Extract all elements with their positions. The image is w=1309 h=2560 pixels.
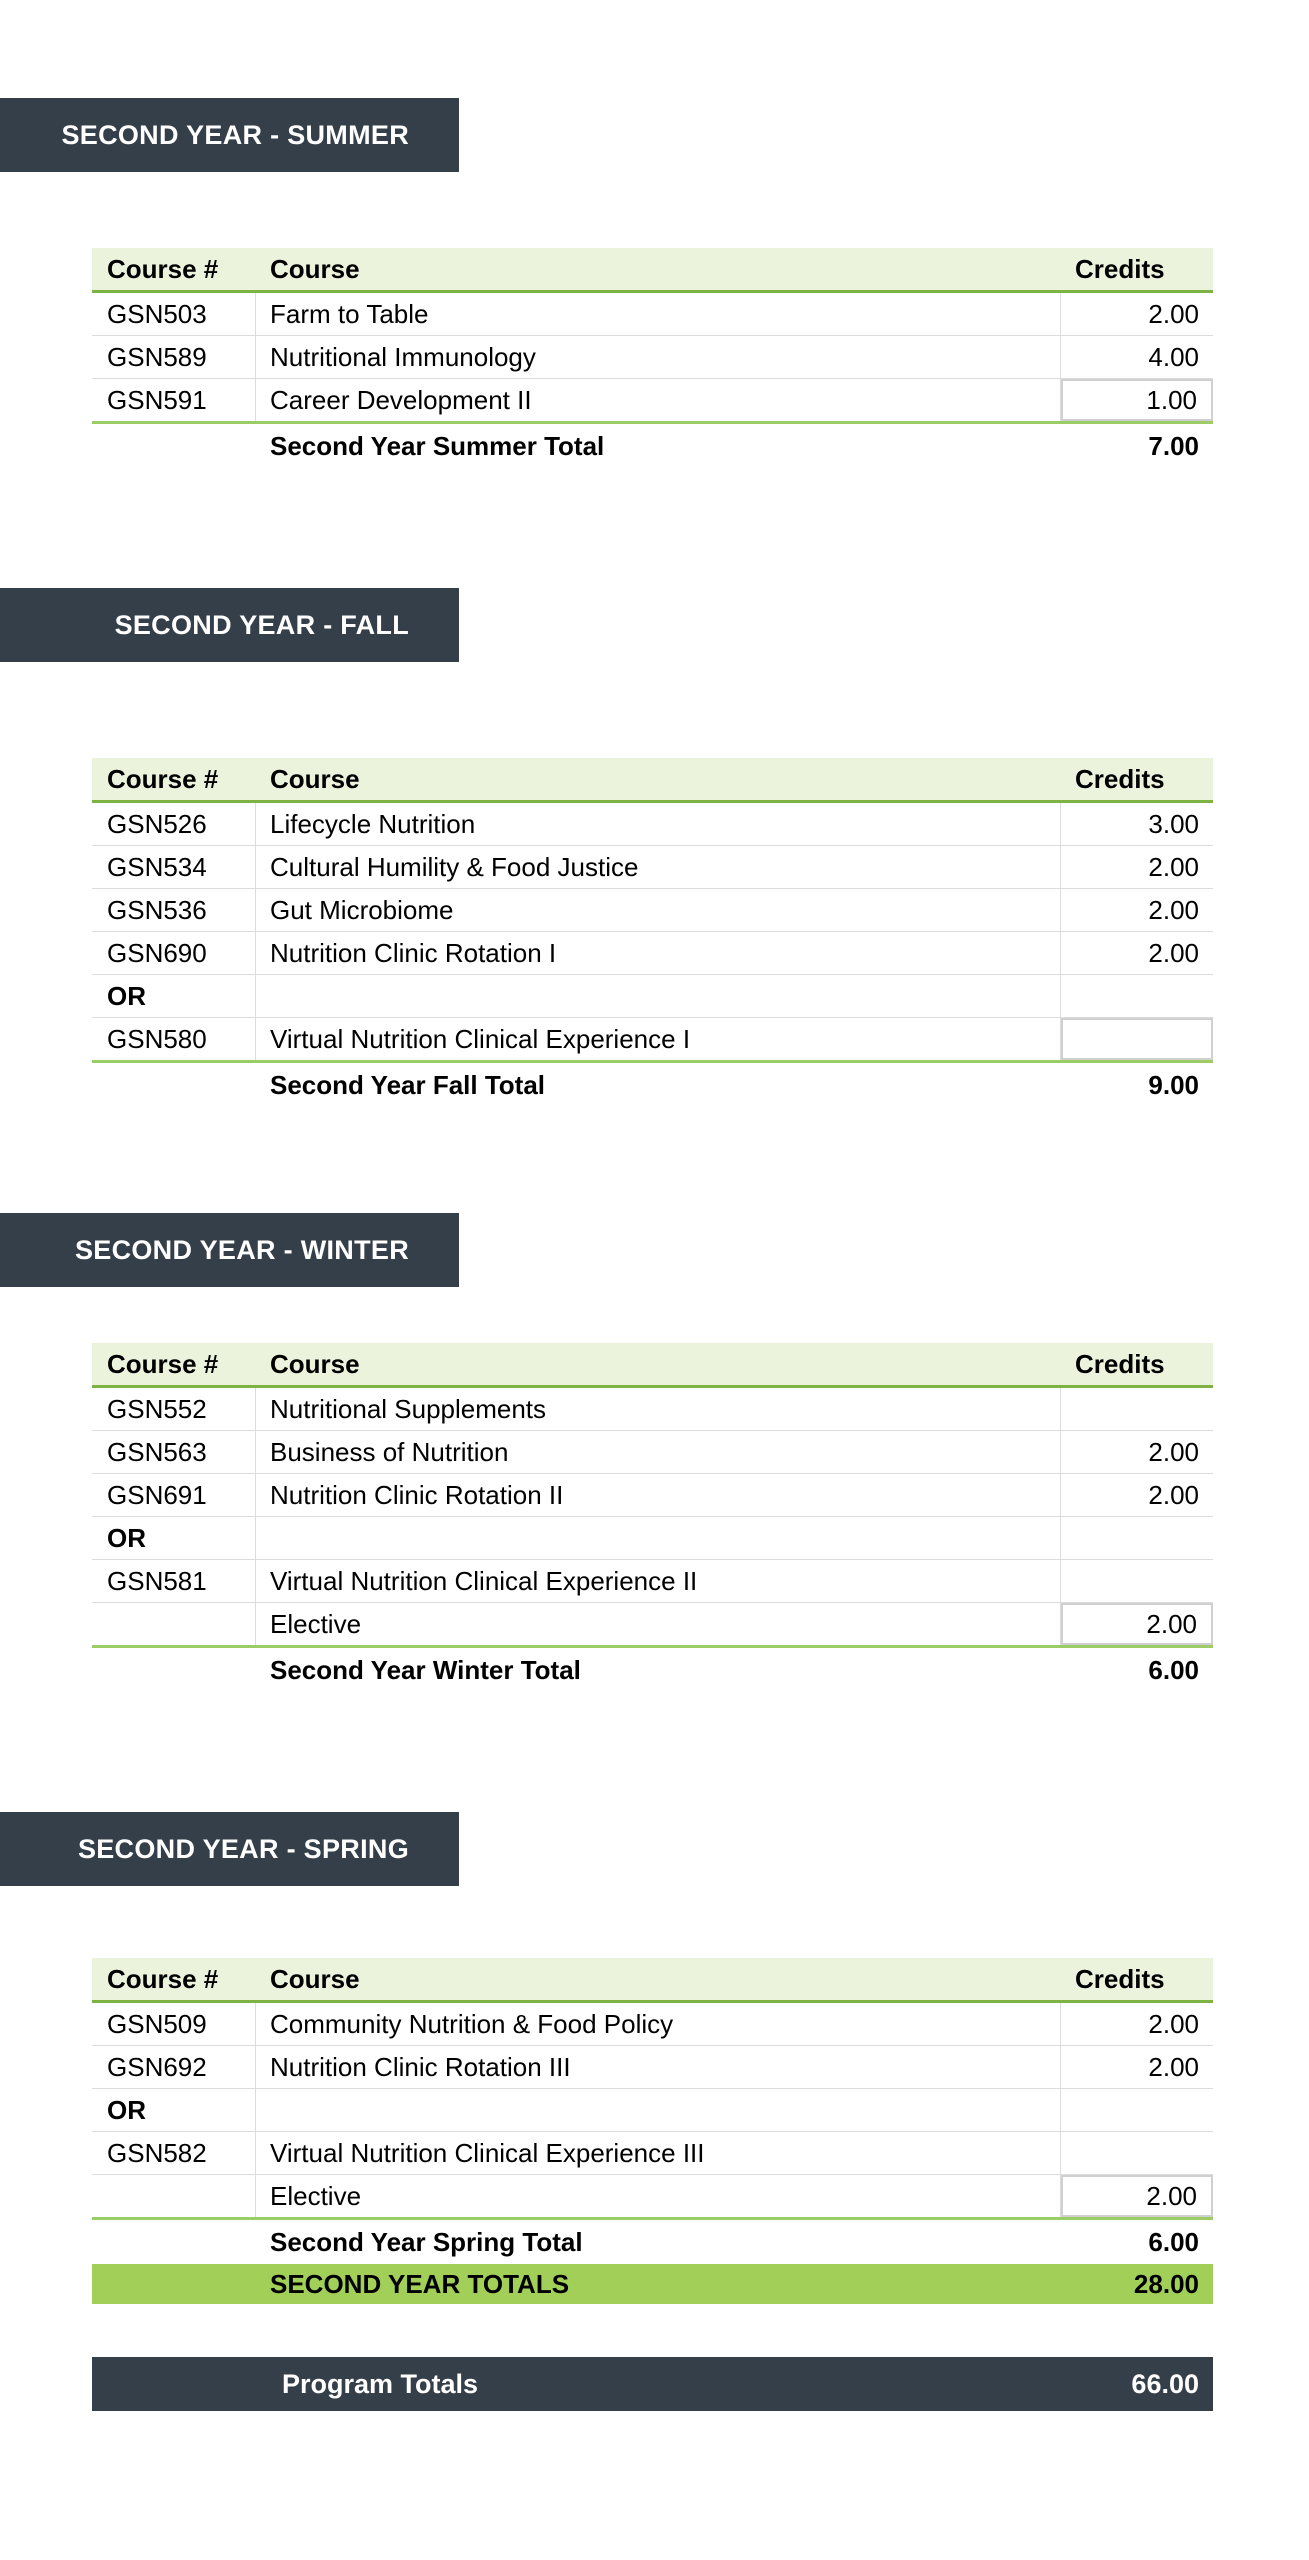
course-name: [256, 1517, 1061, 1559]
course-credits: 2.00: [1148, 851, 1199, 882]
course-credits: 2.00: [1148, 2051, 1199, 2082]
grand-total-label: SECOND YEAR TOTALS: [270, 2268, 570, 2299]
header-credits: Credits: [1075, 253, 1165, 284]
banner-spring: SECOND YEAR - SPRING: [0, 1812, 459, 1886]
course-name: Nutritional Immunology: [256, 336, 1061, 378]
course-name: Virtual Nutrition Clinical Experience II: [256, 1560, 1061, 1602]
header-course: Course: [270, 1963, 360, 1994]
course-credits: 3.00: [1148, 808, 1199, 839]
course-num: GSN692: [92, 2046, 256, 2088]
total-label: Second Year Summer Total: [270, 430, 605, 461]
course-num: GSN503: [92, 293, 256, 335]
banner-fall: SECOND YEAR - FALL: [0, 588, 459, 662]
table-row: [92, 975, 1213, 1018]
course-num: GSN591: [92, 379, 256, 421]
table-row: [92, 1431, 1213, 1474]
table-row: [92, 803, 1213, 846]
header-credits: Credits: [1075, 1348, 1165, 1379]
course-num: GSN589: [92, 336, 256, 378]
total-value: 6.00: [1148, 2226, 1199, 2257]
course-num: GSN526: [92, 803, 256, 845]
course-name: Elective: [256, 2175, 1061, 2217]
table-row: [92, 846, 1213, 889]
course-num: GSN536: [92, 889, 256, 931]
table-row: [92, 1603, 1213, 1648]
second-year-totals-row: [92, 2264, 1213, 2304]
course-name: Farm to Table: [256, 293, 1061, 335]
header-course-num: Course #: [107, 253, 219, 284]
course-num: GSN580: [92, 1018, 256, 1060]
header-course-num: Course #: [107, 1963, 219, 1994]
course-name: Virtual Nutrition Clinical Experience III: [256, 2132, 1061, 2174]
table-summer: [92, 248, 1213, 468]
table-row: [92, 336, 1213, 379]
course-credits: [1061, 2132, 1213, 2174]
course-num: [92, 1603, 256, 1645]
course-credits: [1061, 2089, 1213, 2131]
course-num: GSN581: [92, 1560, 256, 1602]
course-credits: [1061, 1560, 1213, 1602]
total-label: Second Year Fall Total: [270, 1069, 546, 1100]
table-header: [92, 1958, 1213, 2003]
course-credits: 1.00: [1061, 379, 1213, 421]
grand-total-value: 28.00: [1133, 2268, 1199, 2299]
total-row: [92, 1648, 1213, 1692]
course-name: Business of Nutrition: [256, 1431, 1061, 1473]
course-credits: 2.00: [1148, 937, 1199, 968]
course-num: GSN690: [92, 932, 256, 974]
header-course: Course: [270, 253, 360, 284]
total-label: Second Year Winter Total: [270, 1654, 581, 1685]
course-credits: 2.00: [1148, 894, 1199, 925]
table-row: [92, 889, 1213, 932]
course-name: [256, 975, 1061, 1017]
course-name: Virtual Nutrition Clinical Experience I: [256, 1018, 1061, 1060]
course-credits: 2.00: [1148, 2008, 1199, 2039]
course-name: Gut Microbiome: [256, 889, 1061, 931]
table-row: [92, 932, 1213, 975]
course-num: GSN691: [92, 1474, 256, 1516]
course-credits: [1061, 1517, 1213, 1559]
table-row: [92, 1474, 1213, 1517]
course-name: Nutrition Clinic Rotation I: [256, 932, 1061, 974]
table-row: [92, 2003, 1213, 2046]
total-spacer: [92, 424, 256, 468]
total-spacer: [92, 1063, 256, 1107]
course-name: Nutrition Clinic Rotation III: [256, 2046, 1061, 2088]
total-spacer: [92, 1648, 256, 1692]
table-row: [92, 1560, 1213, 1603]
total-label: Second Year Spring Total: [270, 2226, 583, 2257]
course-num: GSN563: [92, 1431, 256, 1473]
banner-winter: SECOND YEAR - WINTER: [0, 1213, 459, 1287]
table-row: [92, 1018, 1213, 1063]
program-totals-bar: [92, 2357, 1213, 2411]
course-num: [92, 2175, 256, 2217]
course-num: GSN509: [92, 2003, 256, 2045]
course-credits: 2.00: [1148, 298, 1199, 329]
total-value: 7.00: [1148, 430, 1199, 461]
course-credits: [1061, 975, 1213, 1017]
course-num: GSN534: [92, 846, 256, 888]
or-label: OR: [92, 975, 256, 1017]
table-header: [92, 1343, 1213, 1388]
table-row: [92, 1517, 1213, 1560]
course-name: Lifecycle Nutrition: [256, 803, 1061, 845]
course-name: Nutritional Supplements: [256, 1388, 1061, 1430]
course-name: [256, 2089, 1061, 2131]
program-totals-value: 66.00: [1131, 2368, 1199, 2399]
or-label: OR: [92, 2089, 256, 2131]
grand-spacer: [92, 2264, 256, 2304]
course-name: Elective: [256, 1603, 1061, 1645]
course-credits: [1061, 1018, 1213, 1060]
table-row: [92, 293, 1213, 336]
course-name: Community Nutrition & Food Policy: [256, 2003, 1061, 2045]
total-value: 6.00: [1148, 1654, 1199, 1685]
total-value: 9.00: [1148, 1069, 1199, 1100]
table-row: [92, 2046, 1213, 2089]
course-credits: [1061, 1388, 1213, 1430]
table-row: [92, 379, 1213, 424]
course-name: Career Development II: [256, 379, 1061, 421]
header-credits: Credits: [1075, 763, 1165, 794]
course-credits: 2.00: [1148, 1436, 1199, 1467]
course-num: GSN582: [92, 2132, 256, 2174]
table-fall: [92, 758, 1213, 1107]
course-num: GSN552: [92, 1388, 256, 1430]
program-totals-label: Program Totals: [282, 2368, 479, 2399]
course-credits: 2.00: [1061, 1603, 1213, 1645]
course-credits: 2.00: [1148, 1479, 1199, 1510]
table-header: [92, 248, 1213, 293]
header-course-num: Course #: [107, 763, 219, 794]
or-label: OR: [92, 1517, 256, 1559]
header-course: Course: [270, 1348, 360, 1379]
total-row: [92, 424, 1213, 468]
table-row: [92, 2132, 1213, 2175]
course-name: Nutrition Clinic Rotation II: [256, 1474, 1061, 1516]
course-name: Cultural Humility & Food Justice: [256, 846, 1061, 888]
table-row: [92, 2089, 1213, 2132]
header-course-num: Course #: [107, 1348, 219, 1379]
course-credits: 4.00: [1148, 341, 1199, 372]
table-winter: [92, 1343, 1213, 1692]
total-row: [92, 1063, 1213, 1107]
table-row: [92, 1388, 1213, 1431]
total-row: [92, 2220, 1213, 2264]
header-course: Course: [270, 763, 360, 794]
table-spring: [92, 1958, 1213, 2304]
course-credits: 2.00: [1061, 2175, 1213, 2217]
table-row: [92, 2175, 1213, 2220]
banner-summer: SECOND YEAR - SUMMER: [0, 98, 459, 172]
header-credits: Credits: [1075, 1963, 1165, 1994]
total-spacer: [92, 2220, 256, 2264]
table-header: [92, 758, 1213, 803]
